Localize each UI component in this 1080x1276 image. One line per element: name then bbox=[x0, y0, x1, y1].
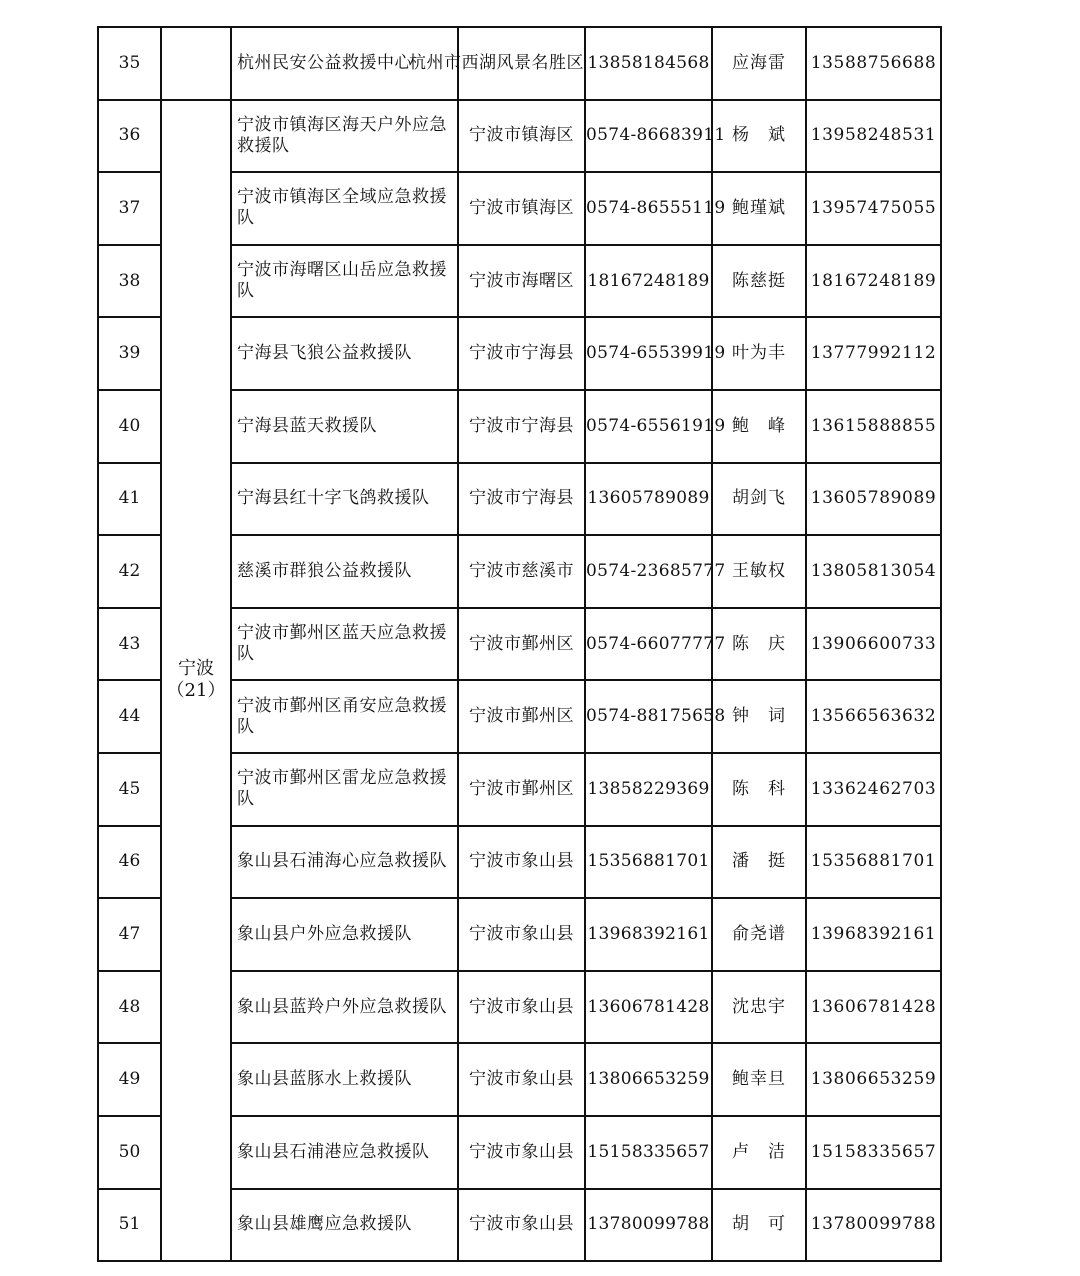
region-name: 宁波 bbox=[178, 658, 214, 680]
row-number: 42 bbox=[98, 535, 161, 608]
mobile-phone: 13777992112 bbox=[806, 317, 941, 390]
office-phone: 13858229369 bbox=[585, 753, 712, 826]
mobile-phone: 13806653259 bbox=[806, 1043, 941, 1116]
organization-location: 宁波市宁海县 bbox=[458, 317, 585, 390]
organization-name: 慈溪市群狼公益救援队 bbox=[231, 535, 458, 608]
rescue-team-table bbox=[97, 26, 942, 1262]
office-phone: 15356881701 bbox=[585, 826, 712, 899]
organization-name: 象山县雄鹰应急救援队 bbox=[231, 1189, 458, 1262]
organization-name: 杭州民安公益救援中心 bbox=[231, 27, 458, 100]
office-phone: 0574-65539919 bbox=[585, 317, 712, 390]
organization-location: 宁波市象山县 bbox=[458, 1116, 585, 1189]
office-phone: 0574-88175658 bbox=[585, 680, 712, 753]
contact-person: 鲍瑾斌 bbox=[712, 172, 806, 245]
organization-location: 宁波市鄞州区 bbox=[458, 680, 585, 753]
row-number: 47 bbox=[98, 898, 161, 971]
row-number: 51 bbox=[98, 1189, 161, 1262]
organization-name: 宁波市镇海区全域应急救援队 bbox=[231, 172, 458, 245]
organization-location: 宁波市象山县 bbox=[458, 826, 585, 899]
region-cell-empty bbox=[161, 27, 231, 100]
contact-person: 沈忠宇 bbox=[712, 971, 806, 1044]
table-row bbox=[98, 100, 941, 173]
row-number: 37 bbox=[98, 172, 161, 245]
contact-person: 钟 词 bbox=[712, 680, 806, 753]
mobile-phone: 13958248531 bbox=[806, 100, 941, 173]
organization-name: 象山县户外应急救援队 bbox=[231, 898, 458, 971]
office-phone: 13606781428 bbox=[585, 971, 712, 1044]
region-cell bbox=[161, 100, 231, 1262]
mobile-phone: 13957475055 bbox=[806, 172, 941, 245]
organization-location: 宁波市鄞州区 bbox=[458, 753, 585, 826]
mobile-phone: 15158335657 bbox=[806, 1116, 941, 1189]
contact-person: 陈 庆 bbox=[712, 608, 806, 681]
row-number: 40 bbox=[98, 390, 161, 463]
mobile-phone: 13605789089 bbox=[806, 463, 941, 536]
table-body bbox=[98, 27, 941, 1261]
organization-location: 宁波市宁海县 bbox=[458, 390, 585, 463]
contact-person: 陈慈挺 bbox=[712, 245, 806, 318]
mobile-phone: 13606781428 bbox=[806, 971, 941, 1044]
rescue-team-table-page bbox=[97, 26, 940, 1260]
organization-location: 宁波市象山县 bbox=[458, 898, 585, 971]
organization-location bbox=[409, 27, 585, 100]
row-number: 36 bbox=[98, 100, 161, 173]
organization-name: 宁波市海曙区山岳应急救援队 bbox=[231, 245, 458, 318]
mobile-phone: 13362462703 bbox=[806, 753, 941, 826]
contact-person: 陈 科 bbox=[712, 753, 806, 826]
organization-name: 象山县蓝羚户外应急救援队 bbox=[231, 971, 458, 1044]
organization-name: 宁海县飞狼公益救援队 bbox=[231, 317, 458, 390]
region-count: （21） bbox=[166, 680, 226, 702]
organization-location: 宁波市鄞州区 bbox=[458, 608, 585, 681]
row-number: 50 bbox=[98, 1116, 161, 1189]
organization-location: 宁波市宁海县 bbox=[458, 463, 585, 536]
office-phone: 0574-86555119 bbox=[585, 172, 712, 245]
contact-person: 俞尧谱 bbox=[712, 898, 806, 971]
organization-location: 宁波市镇海区 bbox=[458, 172, 585, 245]
organization-location: 宁波市象山县 bbox=[458, 1043, 585, 1116]
organization-location: 宁波市象山县 bbox=[458, 971, 585, 1044]
organization-name: 宁海县红十字飞鸽救援队 bbox=[231, 463, 458, 536]
organization-location: 宁波市海曙区 bbox=[458, 245, 585, 318]
organization-location: 宁波市慈溪市 bbox=[458, 535, 585, 608]
organization-name: 象山县石浦海心应急救援队 bbox=[231, 826, 458, 899]
office-phone: 13605789089 bbox=[585, 463, 712, 536]
row-number: 48 bbox=[98, 971, 161, 1044]
mobile-phone: 13615888855 bbox=[806, 390, 941, 463]
mobile-phone: 13968392161 bbox=[806, 898, 941, 971]
office-phone: 18167248189 bbox=[585, 245, 712, 318]
office-phone: 15158335657 bbox=[585, 1116, 712, 1189]
contact-person: 叶为丰 bbox=[712, 317, 806, 390]
row-number: 44 bbox=[98, 680, 161, 753]
table-row bbox=[98, 27, 941, 100]
mobile-phone: 18167248189 bbox=[806, 245, 941, 318]
row-number: 45 bbox=[98, 753, 161, 826]
organization-name: 宁波市镇海区海天户外应急救援队 bbox=[231, 100, 458, 173]
mobile-phone: 13780099788 bbox=[806, 1189, 941, 1262]
contact-person: 卢 洁 bbox=[712, 1116, 806, 1189]
organization-name: 宁波市鄞州区甬安应急救援队 bbox=[231, 680, 458, 753]
office-phone: 13968392161 bbox=[585, 898, 712, 971]
office-phone: 13806653259 bbox=[585, 1043, 712, 1116]
office-phone: 13858184568 bbox=[585, 27, 712, 100]
office-phone: 0574-23685777 bbox=[585, 535, 712, 608]
row-number: 46 bbox=[98, 826, 161, 899]
mobile-phone: 13566563632 bbox=[806, 680, 941, 753]
row-number: 35 bbox=[98, 27, 161, 100]
organization-name: 象山县蓝豚水上救援队 bbox=[231, 1043, 458, 1116]
contact-person: 鲍 峰 bbox=[712, 390, 806, 463]
organization-name: 宁波市鄞州区蓝天应急救援队 bbox=[231, 608, 458, 681]
row-number: 39 bbox=[98, 317, 161, 390]
organization-name: 宁波市鄞州区雷龙应急救援队 bbox=[231, 753, 458, 826]
mobile-phone: 13588756688 bbox=[806, 27, 941, 100]
organization-location: 宁波市象山县 bbox=[458, 1189, 585, 1262]
contact-person: 胡剑飞 bbox=[712, 463, 806, 536]
organization-location: 宁波市镇海区 bbox=[458, 100, 585, 173]
row-number: 38 bbox=[98, 245, 161, 318]
contact-person: 杨 斌 bbox=[712, 100, 806, 173]
mobile-phone: 13906600733 bbox=[806, 608, 941, 681]
mobile-phone: 15356881701 bbox=[806, 826, 941, 899]
organization-name: 宁海县蓝天救援队 bbox=[231, 390, 458, 463]
contact-person: 王敏权 bbox=[712, 535, 806, 608]
row-number: 49 bbox=[98, 1043, 161, 1116]
office-phone: 0574-65561919 bbox=[585, 390, 712, 463]
contact-person: 潘 挺 bbox=[712, 826, 806, 899]
organization-location-text: 杭州市西湖风景名胜区 bbox=[409, 52, 584, 73]
row-number: 41 bbox=[98, 463, 161, 536]
organization-name: 象山县石浦港应急救援队 bbox=[231, 1116, 458, 1189]
row-number: 43 bbox=[98, 608, 161, 681]
contact-person: 应海雷 bbox=[712, 27, 806, 100]
office-phone: 13780099788 bbox=[585, 1189, 712, 1262]
office-phone: 0574-66077777 bbox=[585, 608, 712, 681]
contact-person: 鲍幸旦 bbox=[712, 1043, 806, 1116]
office-phone: 0574-86683911 bbox=[585, 100, 712, 173]
contact-person: 胡 可 bbox=[712, 1189, 806, 1262]
mobile-phone: 13805813054 bbox=[806, 535, 941, 608]
